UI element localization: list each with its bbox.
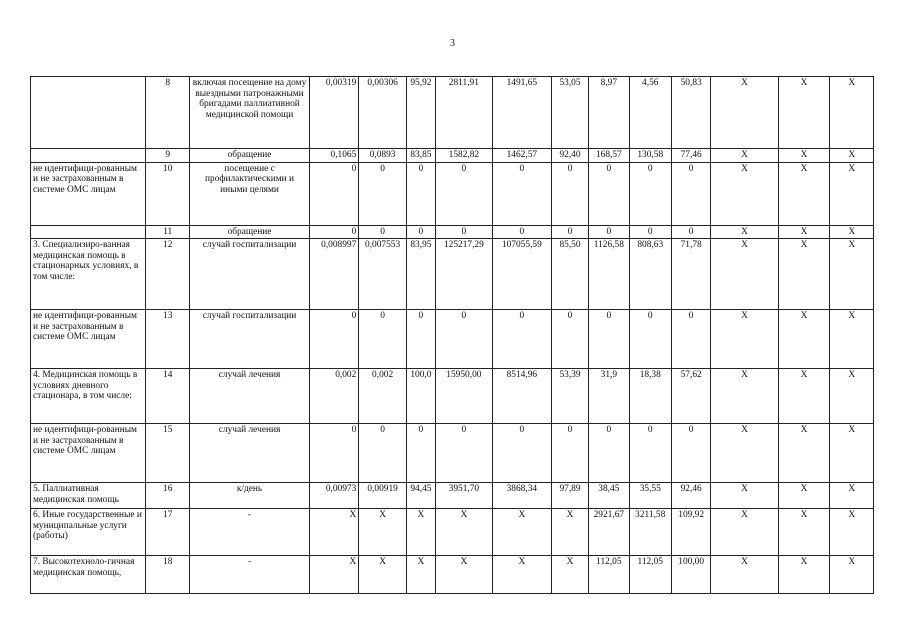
row-number-cell: 14	[145, 369, 190, 424]
table-cell: 0	[492, 162, 551, 225]
table-cell: Х	[778, 369, 830, 424]
table-row	[31, 77, 874, 149]
unit-cell: -	[190, 509, 309, 556]
table-cell: Х	[711, 369, 778, 424]
table-cell: Х	[830, 509, 874, 556]
unit-cell: обращение	[190, 225, 309, 239]
table-row	[31, 509, 874, 556]
row-number-cell: 15	[145, 424, 190, 483]
table-cell: 0	[551, 162, 588, 225]
table-cell: 2921,67	[589, 509, 629, 556]
row-category-cell: 7. Высокотехноло-гичная медицинская помощь,	[31, 556, 146, 594]
table-cell: 0	[492, 225, 551, 239]
table-cell: Х	[406, 556, 435, 594]
table-cell: 0	[406, 225, 435, 239]
table-cell: 112,05	[589, 556, 629, 594]
table-cell: 808,63	[629, 239, 671, 310]
row-category-cell: 6. Иные государственные и муниципальные услуги (работы)	[31, 509, 146, 556]
table-cell: Х	[492, 556, 551, 594]
row-number-cell: 16	[145, 483, 190, 509]
table-cell: 0,0893	[359, 149, 407, 163]
table-cell: Х	[778, 239, 830, 310]
table-cell: Х	[309, 509, 359, 556]
table-cell: 83,85	[406, 149, 435, 163]
table-cell: Х	[711, 225, 778, 239]
table-cell: 95,92	[406, 77, 435, 149]
table-cell: Х	[830, 162, 874, 225]
table-cell: 0	[309, 225, 359, 239]
table-cell: 0,007553	[359, 239, 407, 310]
table-cell: Х	[830, 149, 874, 163]
row-category-cell: 4. Медицинская помощь в условиях дневного стационара, в том числе:	[31, 369, 146, 424]
row-number-cell: 9	[145, 149, 190, 163]
table-cell: Х	[778, 483, 830, 509]
table-cell: Х	[778, 310, 830, 369]
table-cell: Х	[830, 77, 874, 149]
unit-cell: к/день	[190, 483, 309, 509]
table-cell: 0	[589, 162, 629, 225]
table-cell: 1126,58	[589, 239, 629, 310]
table-cell: 0	[671, 162, 710, 225]
table-cell: 3211,58	[629, 509, 671, 556]
table-cell: 71,78	[671, 239, 710, 310]
table-cell: 97,89	[551, 483, 588, 509]
unit-cell: обращение	[190, 149, 309, 163]
table-cell: 168,57	[589, 149, 629, 163]
table-cell: Х	[711, 77, 778, 149]
table-cell: Х	[711, 483, 778, 509]
table-cell: 0	[629, 162, 671, 225]
table-cell: 35,55	[629, 483, 671, 509]
table-cell: 0	[492, 310, 551, 369]
table-cell: Х	[359, 509, 407, 556]
table-cell: 0	[589, 225, 629, 239]
row-number-cell: 8	[145, 77, 190, 149]
table-cell: 0	[671, 424, 710, 483]
unit-cell: включая посещение на дому выездными патронажными бригадами паллиативной медицинской помощи	[190, 77, 309, 149]
table-cell: 0,002	[309, 369, 359, 424]
unit-cell: случай лечения	[190, 369, 309, 424]
unit-cell: -	[190, 556, 309, 594]
table-cell: Х	[778, 509, 830, 556]
table-cell: 18,38	[629, 369, 671, 424]
table-cell: Х	[830, 310, 874, 369]
table-cell: 107055,59	[492, 239, 551, 310]
table-cell: 0,002	[359, 369, 407, 424]
table-cell: 15950,00	[435, 369, 492, 424]
table-cell: Х	[830, 424, 874, 483]
row-number-cell: 18	[145, 556, 190, 594]
table-cell: 100,00	[671, 556, 710, 594]
row-category-cell: не идентифици-рованным и не застрахованным в системе ОМС лицам	[31, 162, 146, 225]
table-row	[31, 483, 874, 509]
table-body	[31, 77, 874, 594]
table-cell: 0	[492, 424, 551, 483]
table-cell: 100,0	[406, 369, 435, 424]
table-cell: 0,1065	[309, 149, 359, 163]
unit-cell: случай госпитализации	[190, 310, 309, 369]
table-cell: 0	[435, 310, 492, 369]
row-category-cell	[31, 225, 146, 239]
table-cell: 0	[629, 310, 671, 369]
table-cell: Х	[830, 225, 874, 239]
table-cell: Х	[778, 424, 830, 483]
table-cell: Х	[830, 483, 874, 509]
row-number-cell: 10	[145, 162, 190, 225]
table-cell: 0	[359, 162, 407, 225]
table-cell: Х	[711, 424, 778, 483]
table-cell: 53,05	[551, 77, 588, 149]
table-cell: 38,45	[589, 483, 629, 509]
table-cell: 0	[589, 310, 629, 369]
table-cell: Х	[711, 149, 778, 163]
table-cell: 3868,34	[492, 483, 551, 509]
table-row	[31, 556, 874, 594]
table-cell: 0	[406, 310, 435, 369]
table-cell: 50,83	[671, 77, 710, 149]
table-cell: 31,9	[589, 369, 629, 424]
table-cell: 1462,57	[492, 149, 551, 163]
table-cell: 0	[671, 310, 710, 369]
table-cell: 92,46	[671, 483, 710, 509]
table-cell: 109,92	[671, 509, 710, 556]
table-cell: 112,05	[629, 556, 671, 594]
row-category-cell	[31, 149, 146, 163]
table-cell: 130,58	[629, 149, 671, 163]
table-cell: 83,95	[406, 239, 435, 310]
table-cell: 53,39	[551, 369, 588, 424]
table-row	[31, 239, 874, 310]
table-cell: 0	[629, 225, 671, 239]
unit-cell: посещение с профилактическими и иными целями	[190, 162, 309, 225]
table-row	[31, 225, 874, 239]
table-cell: Х	[778, 149, 830, 163]
table-row	[31, 162, 874, 225]
row-number-cell: 17	[145, 509, 190, 556]
row-category-cell: не идентифици-рованным и не застрахованным в системе ОМС лицам	[31, 424, 146, 483]
table-cell: Х	[711, 509, 778, 556]
table-cell: Х	[435, 509, 492, 556]
table-cell: Х	[492, 509, 551, 556]
table-cell: Х	[711, 310, 778, 369]
table-cell: 0,00919	[359, 483, 407, 509]
page-number: 3	[450, 38, 455, 49]
table-cell: 4,56	[629, 77, 671, 149]
table-cell: Х	[551, 509, 588, 556]
table-cell: 0,00319	[309, 77, 359, 149]
budget-table	[30, 76, 874, 594]
table-cell: 1491,65	[492, 77, 551, 149]
table-cell: Х	[359, 556, 407, 594]
table-cell: 2811,91	[435, 77, 492, 149]
table-cell: 77,46	[671, 149, 710, 163]
table-cell: 1582,82	[435, 149, 492, 163]
table-cell: Х	[711, 556, 778, 594]
table-row	[31, 424, 874, 483]
table-cell: Х	[778, 225, 830, 239]
table-cell: 0	[406, 424, 435, 483]
table-cell: 0	[359, 424, 407, 483]
table-cell: 0	[671, 225, 710, 239]
table-cell: 0	[359, 310, 407, 369]
table-cell: 0	[551, 424, 588, 483]
table-cell: 0,00306	[359, 77, 407, 149]
table-row	[31, 369, 874, 424]
table-cell: 0	[309, 310, 359, 369]
table-cell: Х	[830, 239, 874, 310]
table-cell: 0	[551, 310, 588, 369]
unit-cell: случай госпитализации	[190, 239, 309, 310]
table-row	[31, 149, 874, 163]
table-cell: 0	[359, 225, 407, 239]
table-cell: 3951,70	[435, 483, 492, 509]
table-cell: Х	[406, 509, 435, 556]
table-cell: 0	[435, 225, 492, 239]
table-cell: 0	[551, 225, 588, 239]
table-cell: 8514,96	[492, 369, 551, 424]
table-cell: Х	[711, 239, 778, 310]
unit-cell: случай лечения	[190, 424, 309, 483]
table-cell: 0,00973	[309, 483, 359, 509]
table-cell: Х	[778, 556, 830, 594]
table-cell: 94,45	[406, 483, 435, 509]
table-cell: 57,62	[671, 369, 710, 424]
table-cell: 0	[435, 162, 492, 225]
table-cell: 8,97	[589, 77, 629, 149]
table-row	[31, 310, 874, 369]
table-cell: 0	[435, 424, 492, 483]
table-cell: Х	[778, 162, 830, 225]
table-cell: 0	[406, 162, 435, 225]
table-cell: 0	[309, 162, 359, 225]
row-category-cell: не идентифици-рованным и не застрахованным в системе ОМС лицам	[31, 310, 146, 369]
table-cell: Х	[551, 556, 588, 594]
row-category-cell: 3. Специализиро-ванная медицинская помощь в стационарных условиях, в том числе:	[31, 239, 146, 310]
table-cell: 92,40	[551, 149, 588, 163]
row-number-cell: 12	[145, 239, 190, 310]
table-cell: 85,50	[551, 239, 588, 310]
table-cell: 0,008997	[309, 239, 359, 310]
table-cell: 0	[589, 424, 629, 483]
table-cell: Х	[830, 556, 874, 594]
table-cell: 125217,29	[435, 239, 492, 310]
row-category-cell	[31, 77, 146, 149]
table-cell: Х	[711, 162, 778, 225]
table-cell: Х	[309, 556, 359, 594]
table-cell: Х	[830, 369, 874, 424]
table-cell: 0	[309, 424, 359, 483]
row-number-cell: 13	[145, 310, 190, 369]
table-cell: Х	[778, 77, 830, 149]
row-number-cell: 11	[145, 225, 190, 239]
table-cell: Х	[435, 556, 492, 594]
row-category-cell: 5. Паллиативная медицинская помощь	[31, 483, 146, 509]
table-cell: 0	[629, 424, 671, 483]
